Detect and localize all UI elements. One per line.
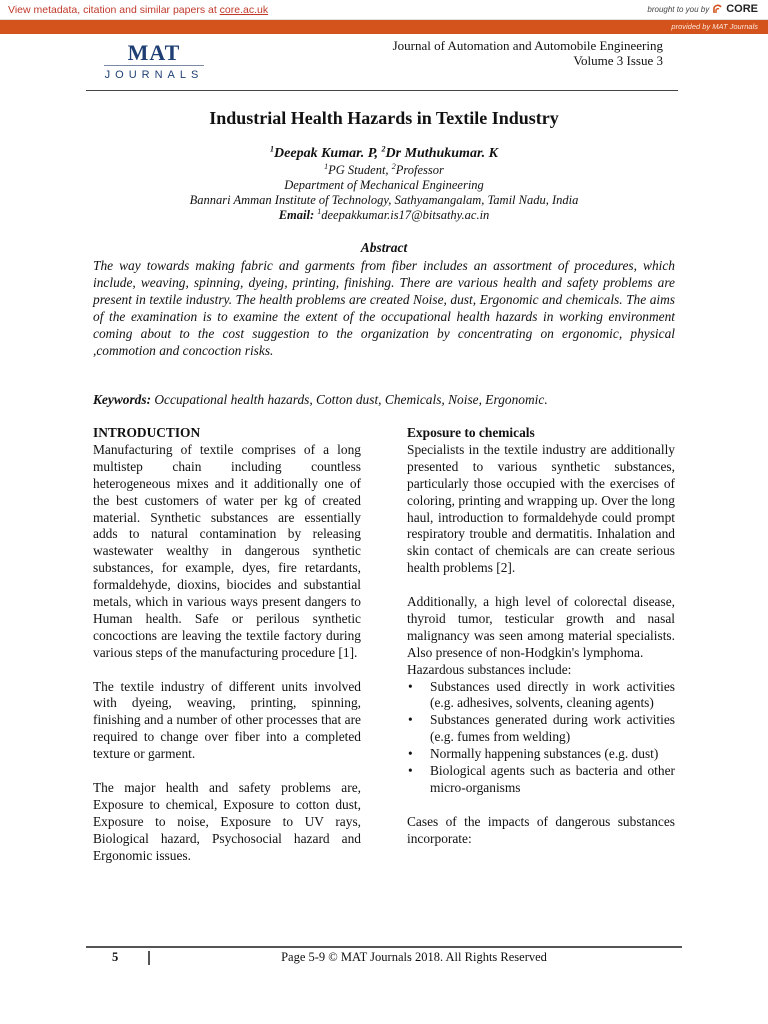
- logo-mat: MAT: [127, 40, 181, 65]
- author-roles: [0, 163, 768, 178]
- journal-volume: Volume 3 Issue 3: [573, 53, 663, 68]
- intro-paragraph-1: Manufacturing of textile comprises of a long multistep chain including countless heterogeneous mixes and it additionally one of the best customers of water per kg of created material. Synthetic substances are essentially adds to natural contamination by releasing wastewater wealthy in dangerous synthetic substances, for example, dyes, fire retardants, formaldehyde, dioxins, biocides and substantial metals, which in various ways present dangers to Human health. Safe or perilous synthetic concoctions are leaving the textile factory during various steps of the manufacturing procedure [1].: [93, 441, 361, 660]
- page-number: 5: [112, 950, 119, 964]
- core-banner: [0, 0, 768, 20]
- logo-journals: JOURNALS: [104, 69, 204, 81]
- keywords-text: Occupational health hazards, Cotton dust, Chemicals, Noise, Ergonomic.: [154, 392, 548, 407]
- department: Department of Mechanical Engineering: [284, 178, 484, 192]
- author1-sup: 1: [270, 144, 275, 154]
- email-sup: 1: [317, 206, 322, 216]
- abstract-heading: Abstract: [360, 240, 408, 255]
- right-column: [407, 425, 675, 848]
- list-item: • Substances used directly in work activities (e.g. adhesives, solvents, cleaning agents): [407, 679, 675, 713]
- core-provided-strip: [0, 20, 768, 34]
- footer-copyright: Page 5-9 © MAT Journals 2018. All Rights Reserved: [281, 950, 547, 964]
- header-rule: [86, 90, 678, 91]
- email-address[interactable]: deepakkumar.is17@bitsathy.ac.in: [321, 208, 490, 222]
- paragraph-gap: [407, 797, 675, 814]
- role1: PG Student,: [328, 163, 392, 177]
- core-link-prefix: View metadata, citation and similar papers at: [8, 4, 217, 16]
- role1-sup: 1: [324, 161, 329, 171]
- intro-paragraph-2: The textile industry of different units involved with dyeing, weaving, printing, spinning, finishing and a number of other processes that are required to change over fiber into a completed texture or garment.: [93, 678, 361, 762]
- keywords-label: Keywords:: [93, 392, 152, 407]
- exposure-chemicals-heading: Exposure to chemicals: [407, 425, 535, 440]
- list-item: • Normally happening substances (e.g. dust): [407, 746, 675, 763]
- journal-info: [393, 38, 663, 68]
- author1-name: Deepak Kumar. P,: [274, 146, 382, 161]
- list-item: • Biological agents such as bacteria and other micro-organisms: [407, 763, 675, 797]
- email-label: Email:: [278, 208, 315, 222]
- paragraph-gap: [407, 577, 675, 594]
- hazardous-substances-intro: Hazardous substances include:: [407, 661, 572, 677]
- core-link-url[interactable]: core.ac.uk: [219, 4, 269, 16]
- abstract-text: The way towards making fabric and garments from fiber includes an assortment of procedures, which include, weaving, spinning, dyeing, printing, finishing. There are various health and safety problems are present in textile industry. The health problems are created Noise, dust, Ergonomic and chemicals. The aims of the examination is to examine the extent of the occupational health hazards in working environment coming about to the cost suggestion to the organization by concentrating on ergonomic, physical ,commotion and concoction risks.: [93, 258, 675, 358]
- brought-by-text: brought to you by: [647, 4, 710, 14]
- author2-sup: 2: [381, 144, 386, 154]
- list-item: • Substances generated during work activities (e.g. fumes from welding): [407, 712, 675, 746]
- role2: Professor: [395, 163, 444, 177]
- paper-title: Industrial Health Hazards in Textile Industry: [209, 108, 559, 128]
- logo-divider: [104, 65, 204, 66]
- hazardous-substances-list: [407, 679, 675, 797]
- journal-name: Journal of Automation and Automobile Engineering: [392, 38, 663, 53]
- chemicals-paragraph-2: Additionally, a high level of colorectal disease, thyroid tumor, testicular growth and nasal malignancy was seen among material specialists. Also presence of non-Hodgkin's lymphoma.: [407, 594, 675, 660]
- left-column: [93, 425, 361, 865]
- author-line: [0, 146, 768, 162]
- footer-rule: [86, 946, 682, 948]
- chemicals-paragraph-1: Specialists in the textile industry are additionally presented to various synthetic substances, particularly those occupied with the exercises of coloring, printing and wrapping up. Over the long haul, introduction to formaldehyde could prompt respiratory trouble and dermatitis. Inhalation and skin contact of chemicals are can create serious health problems [2].: [407, 441, 675, 576]
- core-metadata-link[interactable]: [8, 4, 268, 16]
- provided-by-text: provided by MAT Journals: [671, 22, 758, 31]
- email-line: [0, 208, 768, 223]
- keywords-line: [93, 392, 683, 408]
- paragraph-gap: [93, 763, 361, 780]
- core-logo-text: CORE: [726, 3, 758, 15]
- role2-sup: 2: [391, 161, 396, 171]
- author2-name: Dr Muthukumar. K: [385, 146, 498, 161]
- intro-paragraph-3: The major health and safety problems are, Exposure to chemical, Exposure to cotton dust, Exposure to noise, Exposure to UV rays, Biological hazard, Psychosocial hazard and Ergonomic issues.: [93, 780, 361, 863]
- paragraph-gap: [93, 662, 361, 679]
- introduction-heading: INTRODUCTION: [93, 425, 201, 440]
- chemicals-paragraph-4: Cases of the impacts of dangerous substances incorporate:: [407, 813, 675, 846]
- core-attribution[interactable]: [647, 3, 758, 15]
- mat-journals-logo: [98, 42, 210, 82]
- institute: Bannari Amman Institute of Technology, Sathyamangalam, Tamil Nadu, India: [189, 193, 579, 207]
- core-logo-icon: [712, 4, 723, 15]
